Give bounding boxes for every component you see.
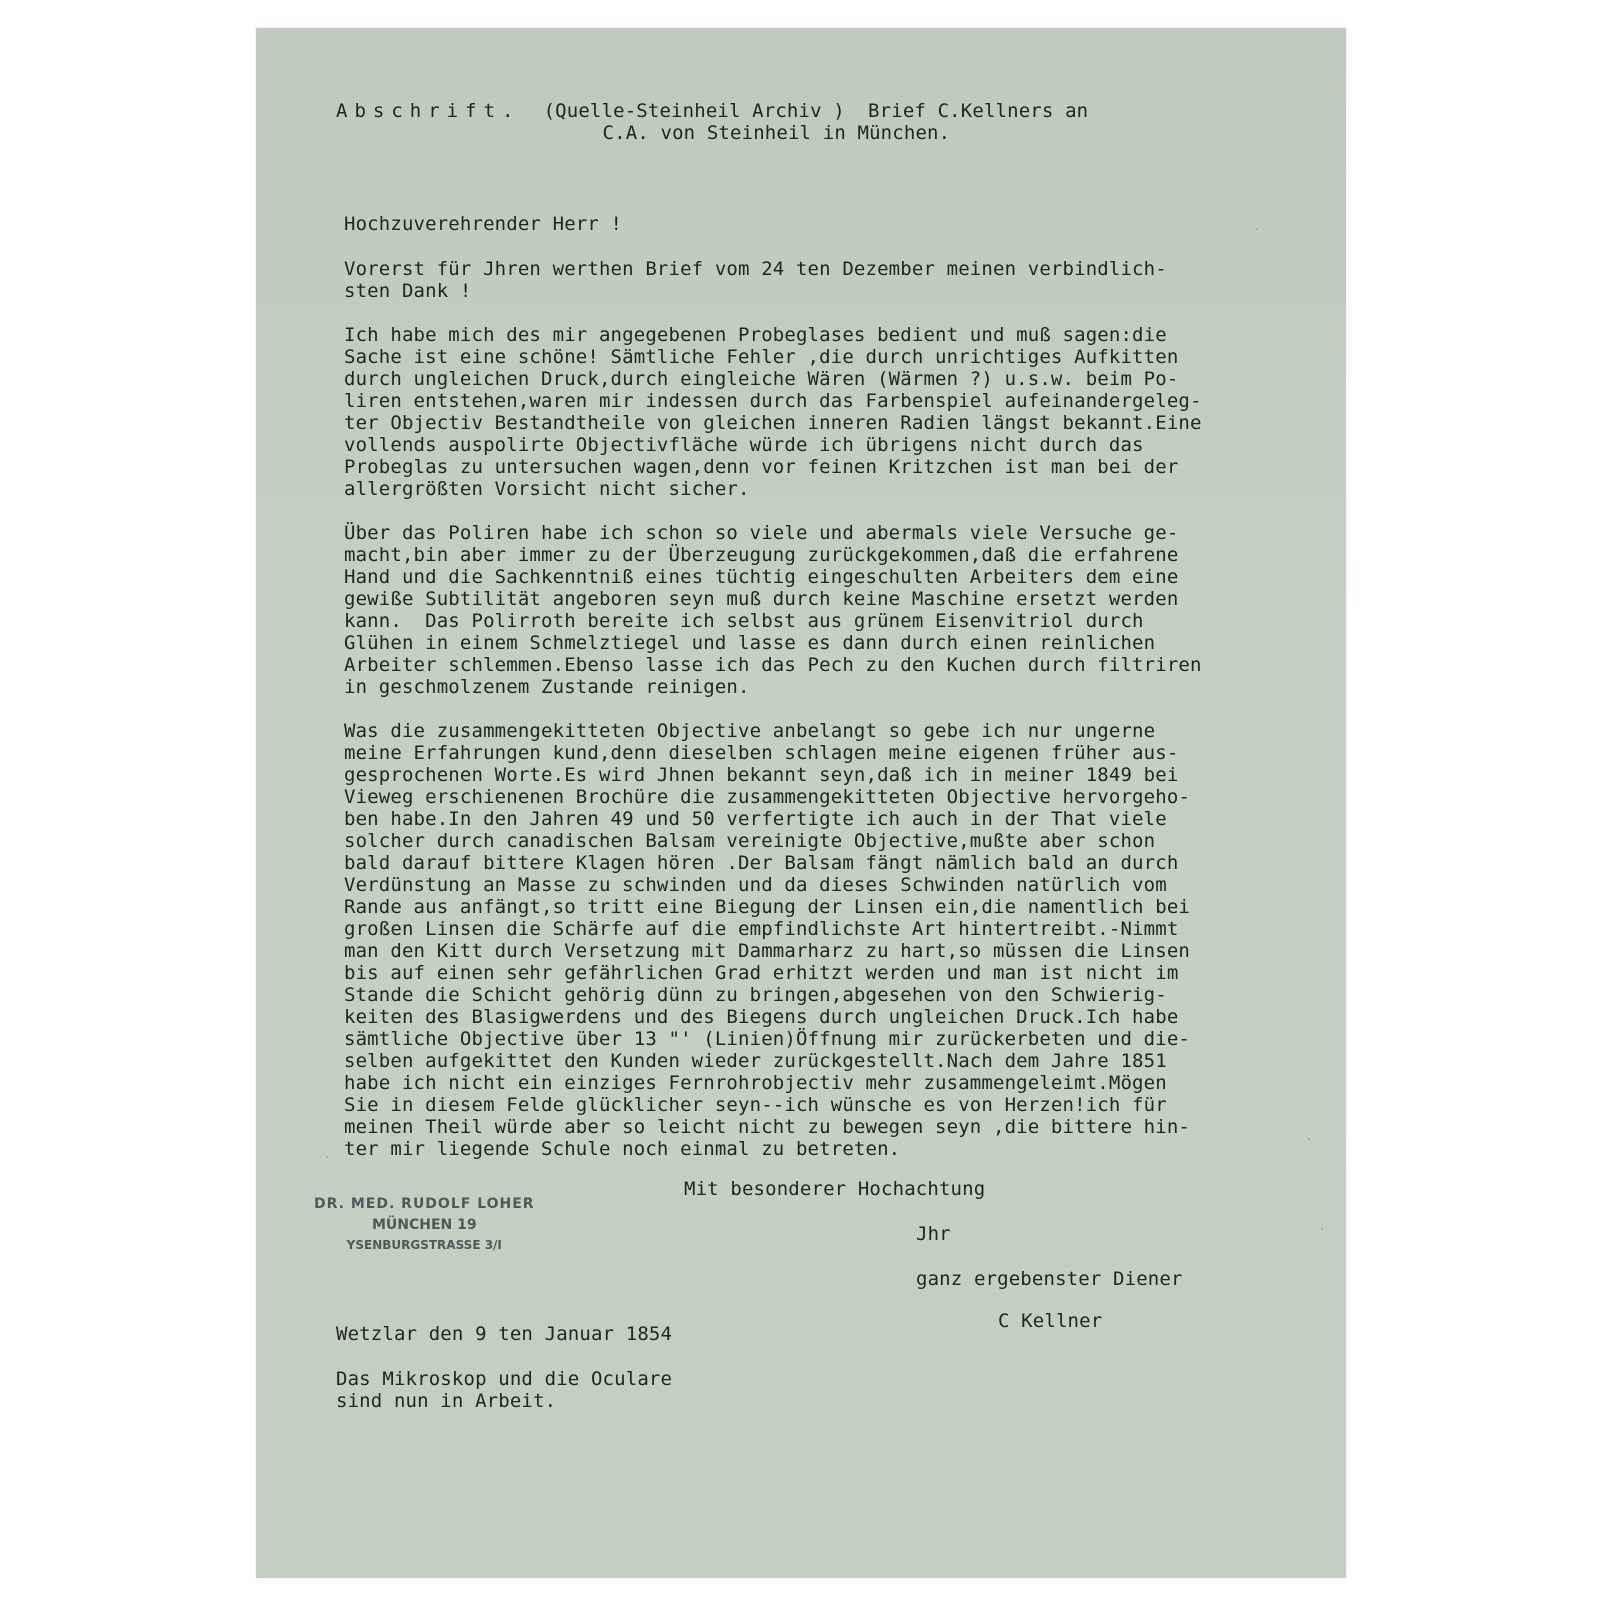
- closing-jhr: Jhr: [916, 1223, 951, 1245]
- paper-speck: [326, 1156, 328, 1158]
- stamp-name: DR. MED. RUDOLF LOHER: [314, 1196, 535, 1212]
- header-title: Abschrift.: [336, 100, 521, 122]
- letter-header: [336, 100, 1088, 144]
- paragraph-2: Ich habe mich des mir angegebenen Probeglases bedient und muß sagen:die Sache ist eine schöne! Sämtliche Fehler ,die durch unrichtiges Aufkitten durch ungleichen Druck,durch eingleiche Wären (Wärmen ?) u.s.w. beim Po- liren entstehen,waren mir indessen durch das Farbenspiel aufeinandergeleg- ter Objectiv Bestandtheile von gleichen inneren Radien längst bekannt.Eine vollends auspolirte Objectivfläche würde ich übrigens nicht durch das Probeglas zu untersuchen wagen,denn vor feinen Kritzchen ist man bei der allergrößten Vorsicht nicht sicher.: [344, 324, 1202, 500]
- paragraph-3: Über das Poliren habe ich schon so viele und abermals viele Versuche ge- macht,bin aber immer zu der Überzeugung zurückgekommen,daß die erfahrene Hand und die Sachkenntniß eines tüchtig eingeschulten Arbeiters dem eine gewiße Subtilität angeboren seyn muß durch keine Maschine ersetzt werden kann. Das Polirroth bereite ich selbst aus grünem Eisenvitriol durch Glühen in einem Schmelztiegel und lasse es dann durch einen reinlichen Arbeiter schlemmen.Ebenso lasse ich das Pech zu den Kuchen durch filtriren in geschmolzenem Zustande reinigen.: [344, 522, 1202, 698]
- closing-servant: ganz ergebenster Diener: [916, 1268, 1183, 1290]
- document-page: [256, 28, 1346, 1578]
- paper-speck: [1256, 228, 1258, 230]
- address-stamp: [314, 1196, 535, 1252]
- paper-speck: [1308, 1138, 1310, 1140]
- header-recipient: C.A. von Steinheil in München.: [336, 122, 951, 144]
- postscript: Das Mikroskop und die Oculare sind nun in Arbeit.: [336, 1368, 673, 1412]
- paragraph-4: Was die zusammengekitteten Objective anbelangt so gebe ich nur ungerne meine Erfahrungen kund,denn dieselben schlagen meine eigenen früher aus- gesprochenen Worte.Es wird Jhnen bekannt seyn,daß ich in meiner 1849 bei Vieweg erschienenen Brochüre die zusammengekitteten Objective hervorgeho- ben habe.In den Jahren 49 und 50 verfertigte ich auch in der That viele solcher durch canadischen Balsam vereinigte Objective,mußte aber schon bald darauf bittere Klagen hören .Der Balsam fängt nämlich bald an durch Verdünstung an Masse zu schwinden und da dieses Schwinden natürlich vom Rande aus anfängt,so tritt eine Biegung der Linsen ein,die namentlich bei großen Linsen die Schärfe auf die empfindlichste Art hintertreibt.-Nimmt man den Kitt durch Versetzung mit Dammarharz zu hart,so müssen die Linsen bis auf einen sehr gefährlichen Grad erhitzt werden und man ist nicht im Stande die Schicht gehörig dünn zu bringen,abgesehen von den Schwierig- keiten des Blasigwerdens und des Biegens durch ungleichen Druck.Ich habe sämtliche Objective über 13 "' (Linien)Öffnung mir zurückerbeten und die- selben aufgekittet den Kunden wieder zurückgestellt.Nach dem Jahre 1851 habe ich nicht ein einziges Fernrohrobjectiv mehr zusammengeleimt.Mögen Sie in diesem Felde glücklicher seyn--ich wünsche es von Herzen!ich für meinen Theil würde aber so leicht nicht zu bewegen seyn ,die bittere hin- ter mir liegende Schule noch einmal zu betreten.: [344, 720, 1190, 1160]
- signature: C Kellner: [998, 1310, 1103, 1332]
- closing-phrase: Mit besonderer Hochachtung: [684, 1178, 986, 1200]
- paragraph-1: Vorerst für Jhren werthen Brief vom 24 ten Dezember meinen verbindlich- sten Dank !: [344, 258, 1167, 302]
- stamp-street: YSENBURGSTRASSE 3/I: [346, 1238, 502, 1252]
- paper-speck: [1321, 1228, 1323, 1230]
- letter-date: Wetzlar den 9 ten Januar 1854: [336, 1323, 673, 1345]
- header-source: (Quelle-Steinheil Archiv ) Brief C.Kellners an: [520, 100, 1089, 122]
- stamp-city: MÜNCHEN 19: [371, 1217, 477, 1233]
- salutation: Hochzuverehrender Herr !: [344, 213, 623, 235]
